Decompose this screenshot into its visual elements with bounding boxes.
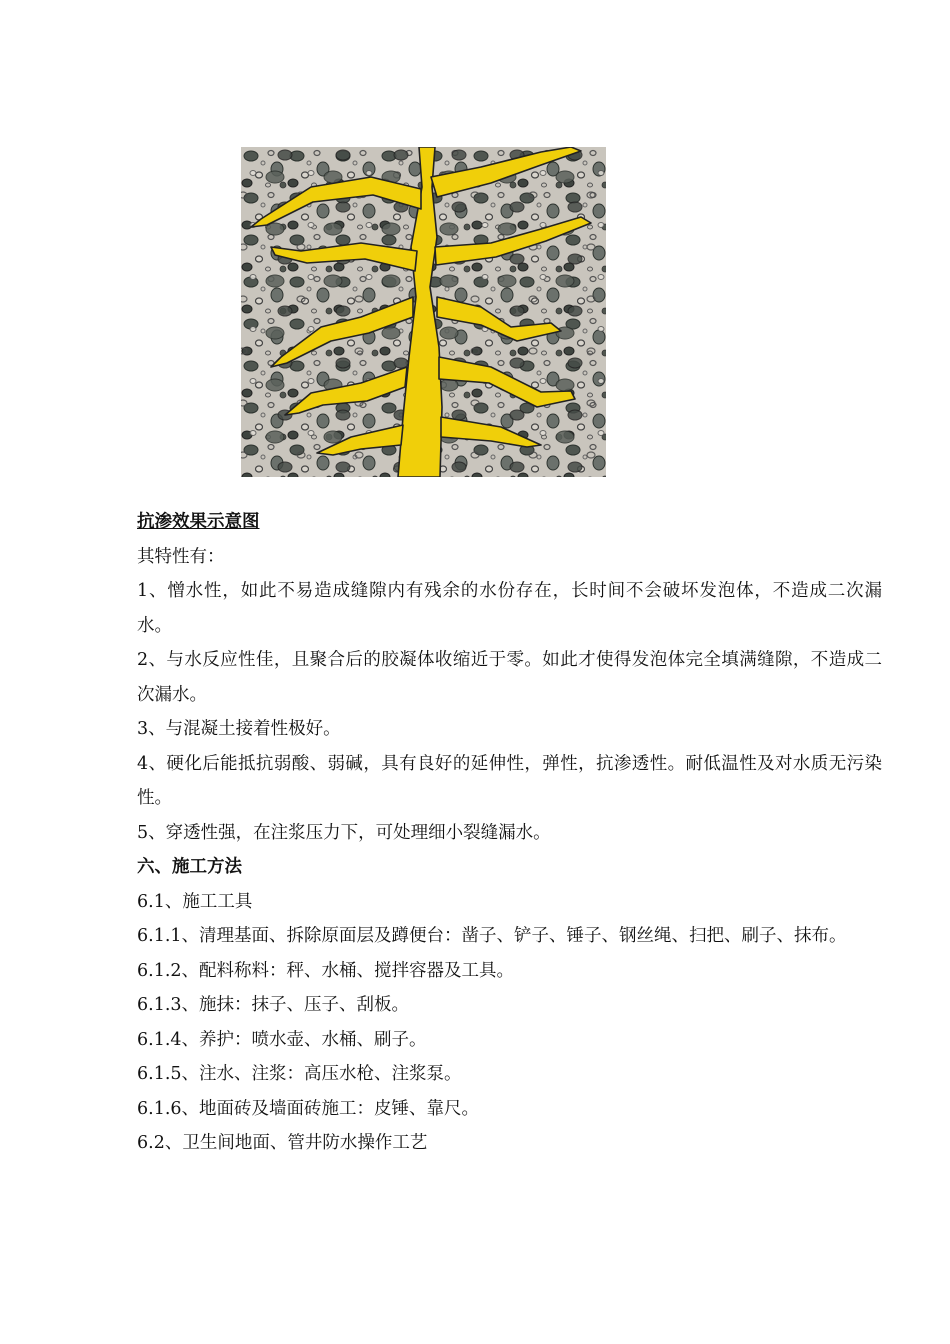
tool-item: 6.1.6、地面砖及墙面砖施工：皮锤、靠尺。: [137, 1098, 480, 1119]
figure-caption: 抗渗效果示意图: [137, 512, 260, 532]
concrete-crack-illustration: [241, 147, 606, 477]
tool-item: 6.1.2、配料称料：秤、水桶、搅拌容器及工具。: [137, 960, 515, 981]
tool-item: 6.1.1、清理基面、拆除原面层及蹲便台：凿子、铲子、锤子、钢丝绳、扫把、刷子、抹布。: [137, 926, 847, 946]
document-body: [137, 505, 882, 1161]
seepage-diagram: [241, 147, 606, 477]
properties-intro: 其特性有：: [137, 546, 225, 567]
section-heading: 六、施工方法: [137, 857, 242, 877]
property-item: 4、硬化后能抵抗弱酸、弱碱，具有良好的延伸性，弹性，抗渗透性。耐低温性及对水质无污染性。: [137, 753, 882, 808]
property-item: 3、与混凝土接着性极好。: [137, 719, 341, 739]
property-item: 5、穿透性强，在注浆压力下，可处理细小裂缝漏水。: [137, 822, 551, 843]
tool-item: 6.1.4、养护：喷水壶、水桶、刷子。: [137, 1029, 427, 1050]
tool-item: 6.1.3、施抹：抹子、压子、刮板。: [137, 995, 410, 1015]
tool-item: 6.1.5、注水、注浆：高压水枪、注浆泵。: [137, 1064, 462, 1084]
property-item: 2、与水反应性佳，且聚合后的胶凝体收缩近于零。如此才使得发泡体完全填满缝隙，不造成二次漏水。: [137, 650, 882, 705]
subsection-title: 6.2、卫生间地面、管井防水操作工艺: [137, 1133, 428, 1153]
property-item: 1、憎水性，如此不易造成缝隙内有残余的水份存在，长时间不会破坏发泡体，不造成二次漏水。: [137, 581, 882, 636]
subsection-title: 6.1、施工工具: [137, 891, 253, 912]
